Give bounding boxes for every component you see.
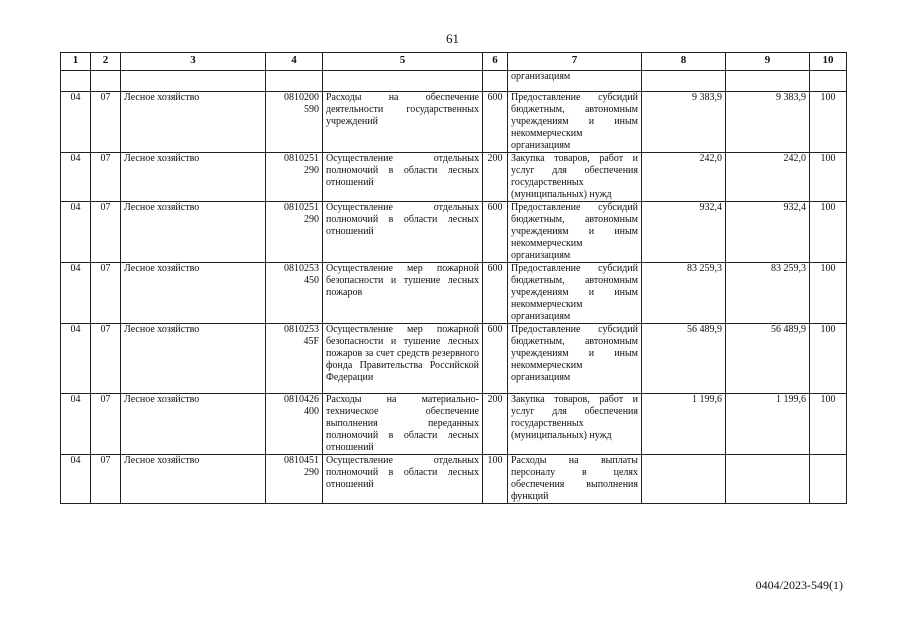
cell-subsection: 07 — [91, 202, 121, 263]
table-row — [61, 263, 847, 324]
cell-plan-amount: 932,4 — [642, 202, 726, 263]
cell-plan-amount: 242,0 — [642, 153, 726, 202]
cell-percent: 100 — [810, 394, 847, 455]
cell-plan-amount: 9 383,9 — [642, 92, 726, 153]
cell-plan-amount: 56 489,9 — [642, 324, 726, 394]
cell-section-name: Лесное хозяйство — [121, 92, 266, 153]
document-code: 0404/2023-549(1) — [755, 578, 843, 592]
cell-section: 04 — [61, 455, 91, 504]
cell-section-name: Лесное хозяйство — [121, 324, 266, 394]
col-header: 1 — [61, 53, 91, 71]
header-row — [61, 53, 847, 71]
budget-table — [60, 52, 847, 504]
cell-target-article: 0810253 45F — [266, 324, 323, 394]
cell-article-name: Осуществление мер пожарной безопасности и тушение лесных пожаров — [323, 263, 483, 324]
table-cell — [61, 71, 91, 92]
table-cell — [91, 71, 121, 92]
cell-subsection: 07 — [91, 394, 121, 455]
cell-actual-amount: 1 199,6 — [726, 394, 810, 455]
cell-section: 04 — [61, 92, 91, 153]
cell-target-article: 0810426 400 — [266, 394, 323, 455]
cell-section: 04 — [61, 394, 91, 455]
page-number: 61 — [446, 31, 459, 46]
table-row — [61, 153, 847, 202]
table-cell — [121, 71, 266, 92]
cell-section: 04 — [61, 263, 91, 324]
cell-actual-amount — [726, 455, 810, 504]
cell-expense-type: Предоставление субсидий бюджетным, автономным учреждениям и иным некоммерческим организациям — [508, 263, 642, 324]
col-header: 2 — [91, 53, 121, 71]
cell-expense-type: Предоставление субсидий бюджетным, автономным учреждениям и иным некоммерческим организациям — [508, 92, 642, 153]
cell-plan-amount: 83 259,3 — [642, 263, 726, 324]
cell-expense-code: 600 — [483, 324, 508, 394]
cell-expense-type: Предоставление субсидий бюджетным, автономным учреждениям и иным некоммерческим организациям — [508, 324, 642, 394]
cell-target-article: 0810251 290 — [266, 202, 323, 263]
cell-actual-amount: 83 259,3 — [726, 263, 810, 324]
cell-actual-amount: 56 489,9 — [726, 324, 810, 394]
cell-expense-type: Закупка товаров, работ и услуг для обеспечения государственных (муниципальных) нужд — [508, 394, 642, 455]
cell-actual-amount: 9 383,9 — [726, 92, 810, 153]
col-header: 3 — [121, 53, 266, 71]
cell-target-article: 0810253 450 — [266, 263, 323, 324]
col-header: 7 — [508, 53, 642, 71]
cell-article-name: Осуществление мер пожарной безопасности и тушение лесных пожаров за счет средств резервного фонда Правительства Российской Федерации — [323, 324, 483, 394]
col-header: 8 — [642, 53, 726, 71]
cell-plan-amount — [642, 455, 726, 504]
table-row — [61, 324, 847, 394]
cell-section: 04 — [61, 202, 91, 263]
cell-section: 04 — [61, 153, 91, 202]
cell-expense-type: Закупка товаров, работ и услуг для обеспечения государственных (муниципальных) нужд — [508, 153, 642, 202]
cell-expense-code: 600 — [483, 202, 508, 263]
cell-target-article: 0810200 590 — [266, 92, 323, 153]
cell-subsection: 07 — [91, 263, 121, 324]
col-header: 4 — [266, 53, 323, 71]
cell-plan-amount: 1 199,6 — [642, 394, 726, 455]
cell-section-name: Лесное хозяйство — [121, 153, 266, 202]
cell-expense-type: Расходы на выплаты персоналу в целях обеспечения выполнения функций — [508, 455, 642, 504]
cell-expense-code: 600 — [483, 92, 508, 153]
col-header: 5 — [323, 53, 483, 71]
cell-expense-code: 100 — [483, 455, 508, 504]
col-header: 10 — [810, 53, 847, 71]
cell-section-name: Лесное хозяйство — [121, 263, 266, 324]
cell-expense-code: 200 — [483, 394, 508, 455]
cell-target-article: 0810451 290 — [266, 455, 323, 504]
cell-section: 04 — [61, 324, 91, 394]
table-row — [61, 455, 847, 504]
table-row — [61, 394, 847, 455]
col-header: 9 — [726, 53, 810, 71]
col-header: 6 — [483, 53, 508, 71]
cell-expense-type: Предоставление субсидий бюджетным, автономным учреждениям и иным некоммерческим организациям — [508, 202, 642, 263]
table-row — [61, 202, 847, 263]
table-cell — [483, 71, 508, 92]
table-cell — [266, 71, 323, 92]
cell-subsection: 07 — [91, 455, 121, 504]
cell-article-name: Расходы на материально-техническое обеспечение выполнения переданных полномочий в области лесных отношений — [323, 394, 483, 455]
cell-actual-amount: 932,4 — [726, 202, 810, 263]
cell-expense-code: 600 — [483, 263, 508, 324]
cell-subsection: 07 — [91, 153, 121, 202]
cell-target-article: 0810251 290 — [266, 153, 323, 202]
table-cell — [323, 71, 483, 92]
table-cell — [726, 71, 810, 92]
cell-section-name: Лесное хозяйство — [121, 394, 266, 455]
cell-percent: 100 — [810, 263, 847, 324]
cell-percent: 100 — [810, 153, 847, 202]
cell-article-name: Осуществление отдельных полномочий в области лесных отношений — [323, 202, 483, 263]
cell-actual-amount: 242,0 — [726, 153, 810, 202]
cell-section-name: Лесное хозяйство — [121, 202, 266, 263]
cell-percent: 100 — [810, 324, 847, 394]
continuation-row — [61, 71, 847, 92]
cell-percent: 100 — [810, 92, 847, 153]
cell-article-name: Осуществление отдельных полномочий в области лесных отношений — [323, 153, 483, 202]
cell-expense-type: организациям — [508, 71, 642, 92]
cell-section-name: Лесное хозяйство — [121, 455, 266, 504]
cell-expense-code: 200 — [483, 153, 508, 202]
cell-subsection: 07 — [91, 324, 121, 394]
cell-article-name: Расходы на обеспечение деятельности государственных учреждений — [323, 92, 483, 153]
table-row — [61, 92, 847, 153]
table-cell — [642, 71, 726, 92]
cell-percent — [810, 455, 847, 504]
cell-percent: 100 — [810, 202, 847, 263]
cell-article-name: Осуществление отдельных полномочий в области лесных отношений — [323, 455, 483, 504]
cell-subsection: 07 — [91, 92, 121, 153]
table-cell — [810, 71, 847, 92]
